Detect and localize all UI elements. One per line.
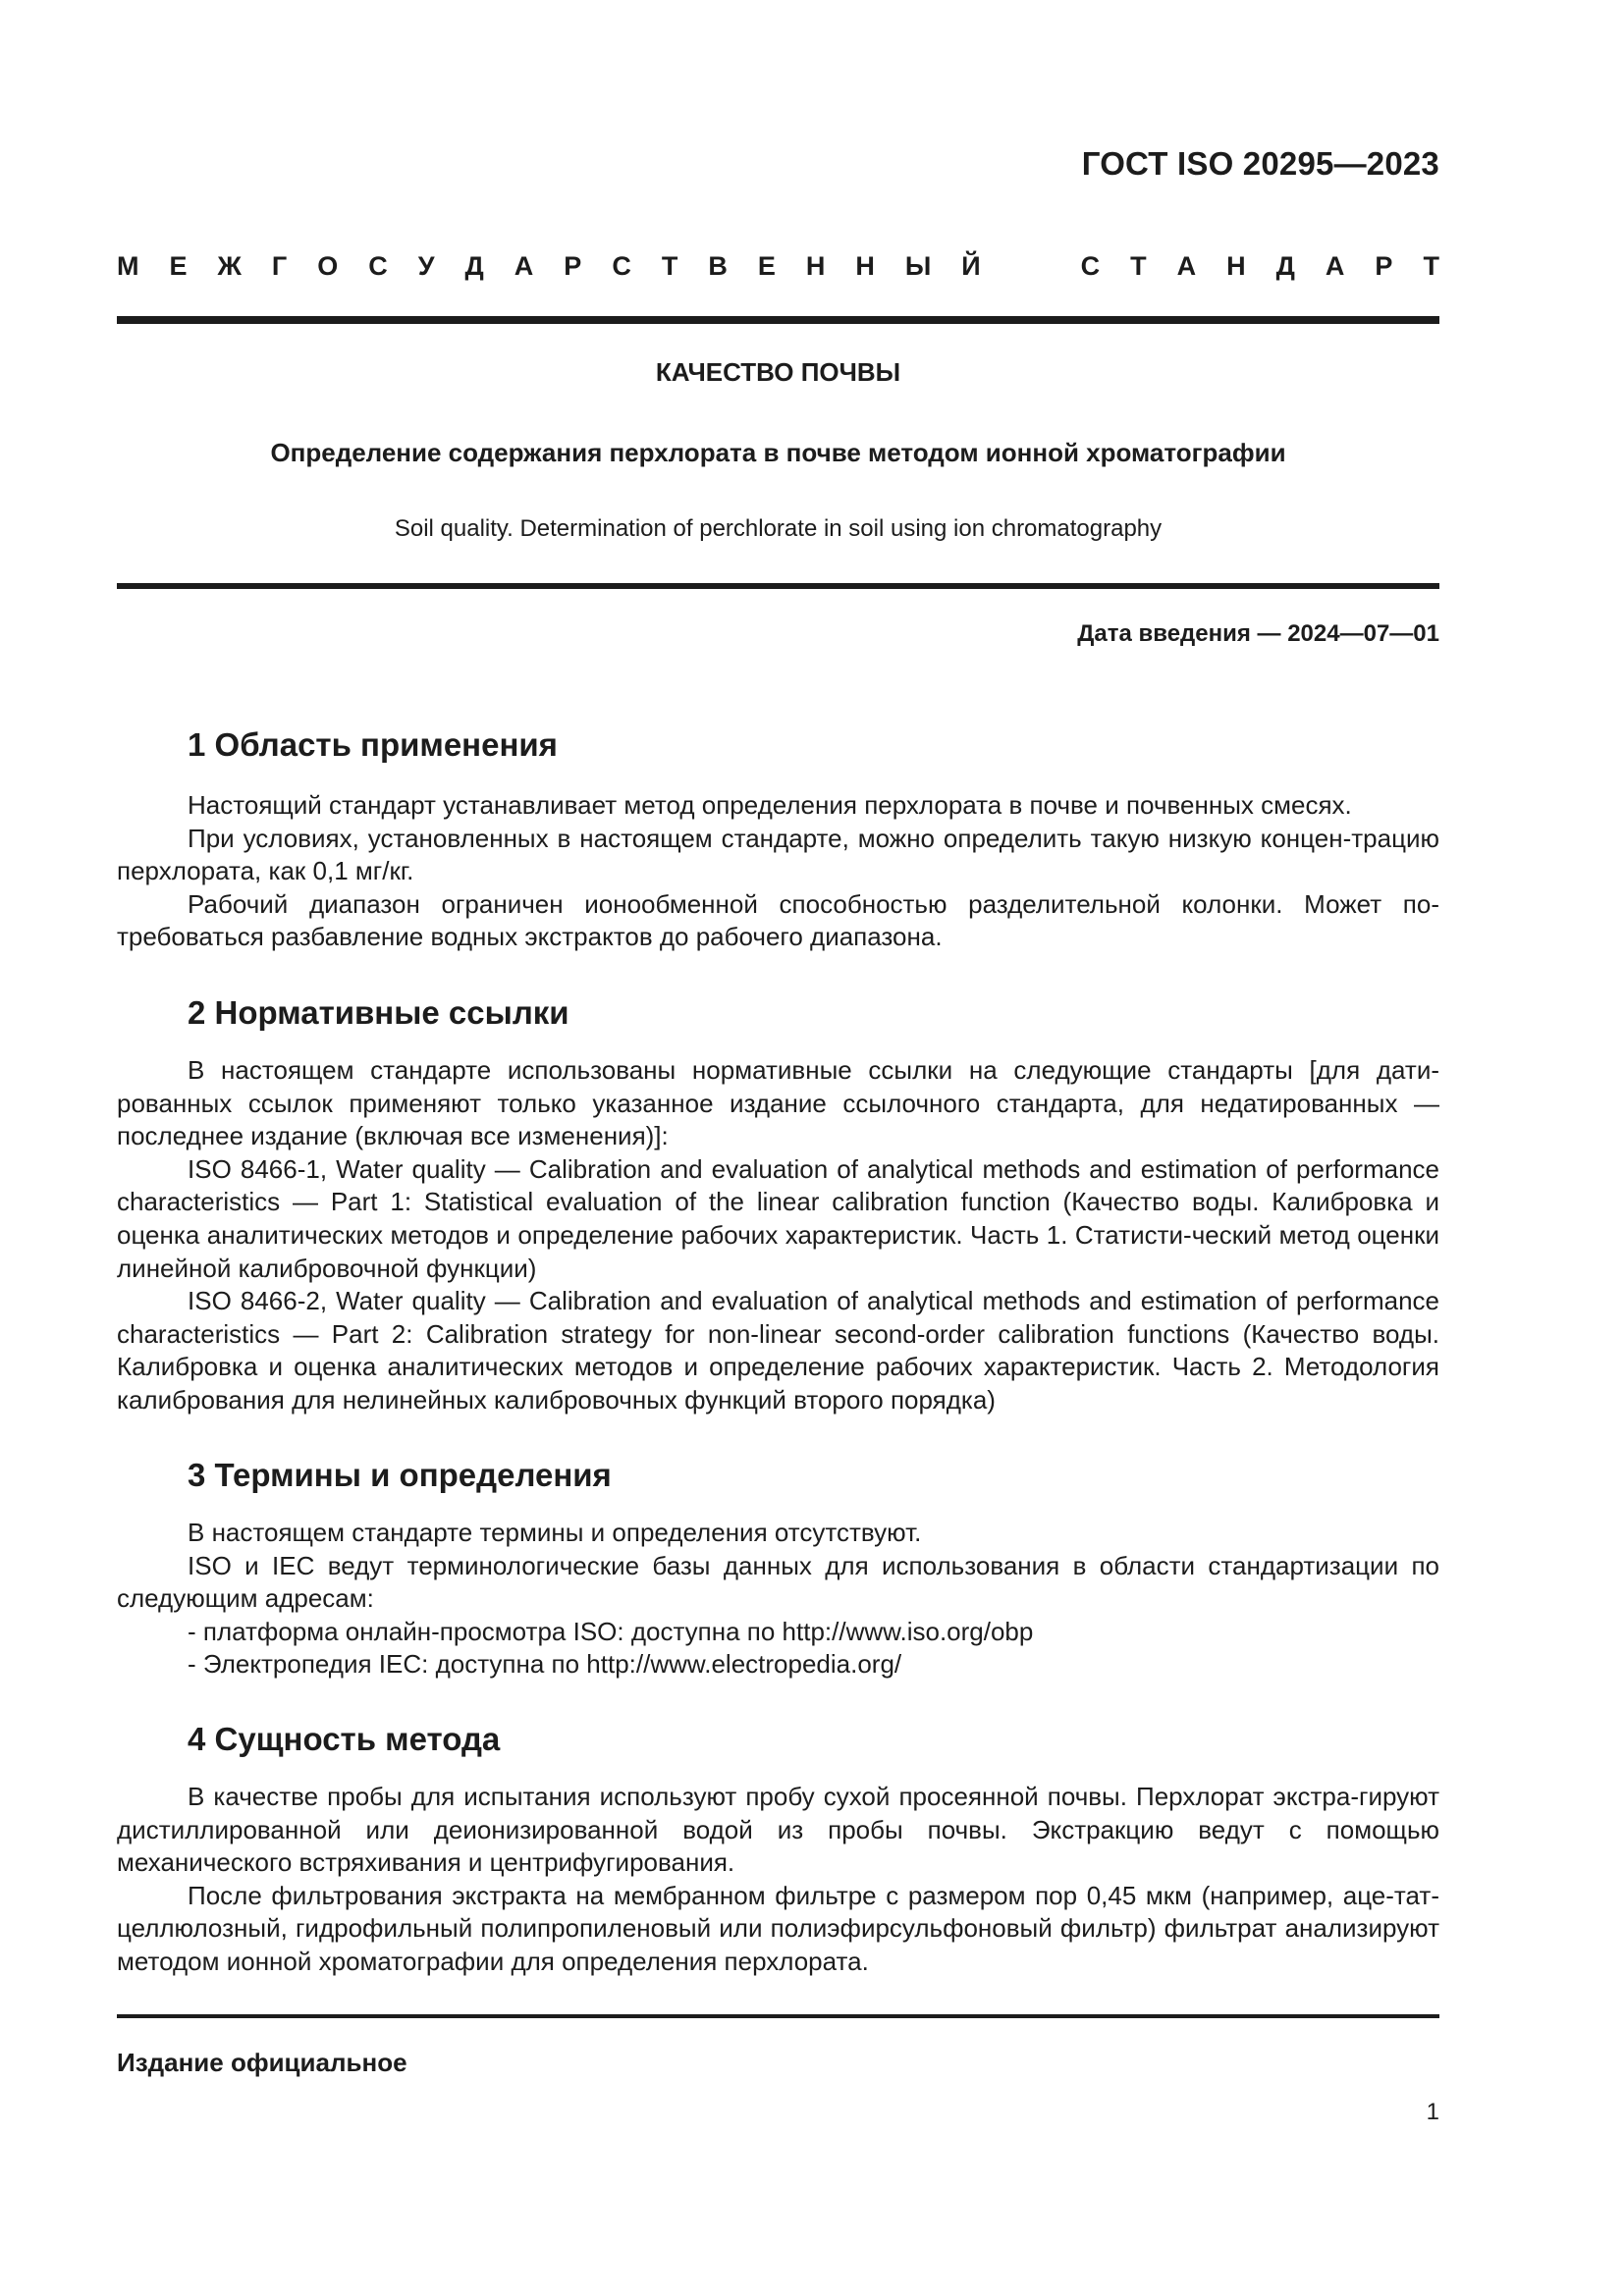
list-item: - платформа онлайн-просмотра ISO: доступна по http://www.iso.org/obp — [188, 1616, 1034, 1646]
banner-letter: Т — [1423, 251, 1439, 281]
interstate-standard-banner — [117, 251, 1439, 282]
banner-letter: Р — [564, 251, 582, 281]
document-title: КАЧЕСТВО ПОЧВЫ — [655, 357, 901, 387]
official-edition-label: Издание официальное — [117, 2048, 407, 2077]
banner-letter: Е — [169, 251, 188, 281]
banner-letter: Н — [855, 251, 875, 281]
banner-letter: Ж — [217, 251, 242, 281]
footer-divider — [117, 2014, 1439, 2018]
banner-letter: Г — [271, 251, 288, 281]
section-heading-terms: 3 Термины и определения — [188, 1457, 612, 1493]
section-heading-normative-references: 2 Нормативные ссылки — [188, 994, 569, 1031]
document-subtitle: Определение содержания перхлората в почве методом ионной хроматографии — [270, 438, 1286, 467]
banner-letter: Т — [1130, 251, 1147, 281]
paragraph: Рабочий диапазон ограничен ионообменной способностью разделительной колонки. Может по-требоваться разбавление водных экстрактов до рабочего диапазона. — [117, 888, 1439, 952]
section-body-method-principle — [117, 1781, 1439, 1979]
banner-word-gap — [1011, 251, 1051, 282]
introduction-date: Дата введения — 2024—07—01 — [1077, 620, 1439, 647]
paragraph: При условиях, установленных в настоящем стандарте, можно определить такую низкую концен-трацию перхлората, как 0,1 мг/кг. — [117, 823, 1439, 886]
banner-letter: О — [317, 251, 339, 281]
banner-letter: Й — [961, 251, 981, 281]
banner-letter: С — [612, 251, 631, 281]
banner-letter: А — [1176, 251, 1197, 281]
document-title-english: Soil quality. Determination of perchlorate in soil using ion chromatography — [394, 515, 1163, 542]
banner-letter: Д — [464, 251, 484, 281]
section-body-scope — [117, 789, 1439, 954]
page-number: 1 — [1426, 2099, 1439, 2125]
reference-item: ISO 8466-1, Water quality — Calibration and evaluation of analytical methods and estimation of performance characteristics — Part 1: Statistical evaluation of the linear calibration function (Качество воды. Калибровка и оценка аналитических методов и определение рабочих характеристик. Часть 1. Статисти-ческий метод оценки линейной калибровочной функции) — [117, 1153, 1439, 1283]
banner-letter: Е — [757, 251, 776, 281]
paragraph: В качестве пробы для испытания используют пробу сухой просеянной почвы. Перхлорат экстра-гируют дистиллированной или деионизированной водой из пробы почвы. Экстракцию ведут с помощью механического встряхивания и центрифугирования. — [117, 1782, 1439, 1878]
banner-letter: Р — [1375, 251, 1393, 281]
paragraph: Настоящий стандарт устанавливает метод определения перхлората в почве и почвенных смесях. — [188, 790, 1352, 820]
list-item: - Электропедия IEC: доступна по http://www.electropedia.org/ — [188, 1649, 902, 1680]
banner-letter: А — [514, 251, 534, 281]
banner-letter: У — [417, 251, 435, 281]
header-divider — [117, 316, 1439, 324]
section-body-terms — [117, 1517, 1439, 1682]
standard-number: ГОСТ ISO 20295—2023 — [1081, 145, 1439, 182]
banner-letter: Н — [1226, 251, 1246, 281]
paragraph: В настоящем стандарте термины и определения отсутствуют. — [188, 1518, 922, 1547]
paragraph: После фильтрования экстракта на мембранном фильтре с размером пор 0,45 мкм (например, аце-тат-целлюлозный, гидрофильный полипропиленовый или полиэфирсульфоновый фильтр) фильтрат анализируют методом ионной хроматографии для определения перхлората. — [117, 1880, 1439, 1976]
reference-item: ISO 8466-2, Water quality — Calibration and evaluation of analytical methods and estimation of performance characteristics — Part 2: Calibration strategy for non-linear second-order calibration functions (Качество воды. Калибровка и оценка аналитических методов и определение рабочих характеристик. Часть 2. Методология калибрования для нелинейных калибровочных функций второго порядка) — [117, 1286, 1439, 1415]
section-body-normative-references — [117, 1054, 1439, 1417]
section-heading-method-principle: 4 Сущность метода — [188, 1721, 501, 1757]
banner-letter: Т — [661, 251, 678, 281]
banner-letter: А — [1325, 251, 1345, 281]
banner-letter: Н — [805, 251, 826, 281]
banner-letter: Д — [1275, 251, 1295, 281]
banner-letter: Ы — [904, 251, 932, 281]
paragraph: В настоящем стандарте использованы нормативные ссылки на следующие стандарты [для дати-рованных ссылок применяют только указанное издание ссылочного стандарта, для недатированных — последнее издание (включая все изменения)]: — [117, 1055, 1439, 1151]
section-heading-scope: 1 Область применения — [188, 726, 558, 763]
banner-letter: С — [368, 251, 388, 281]
paragraph: ISO и IEC ведут терминологические базы данных для использования в области стандартизации по следующим адресам: — [117, 1550, 1439, 1614]
banner-letter: В — [708, 251, 728, 281]
banner-letter: С — [1080, 251, 1101, 281]
title-divider — [117, 583, 1439, 589]
banner-letter: М — [117, 251, 139, 281]
